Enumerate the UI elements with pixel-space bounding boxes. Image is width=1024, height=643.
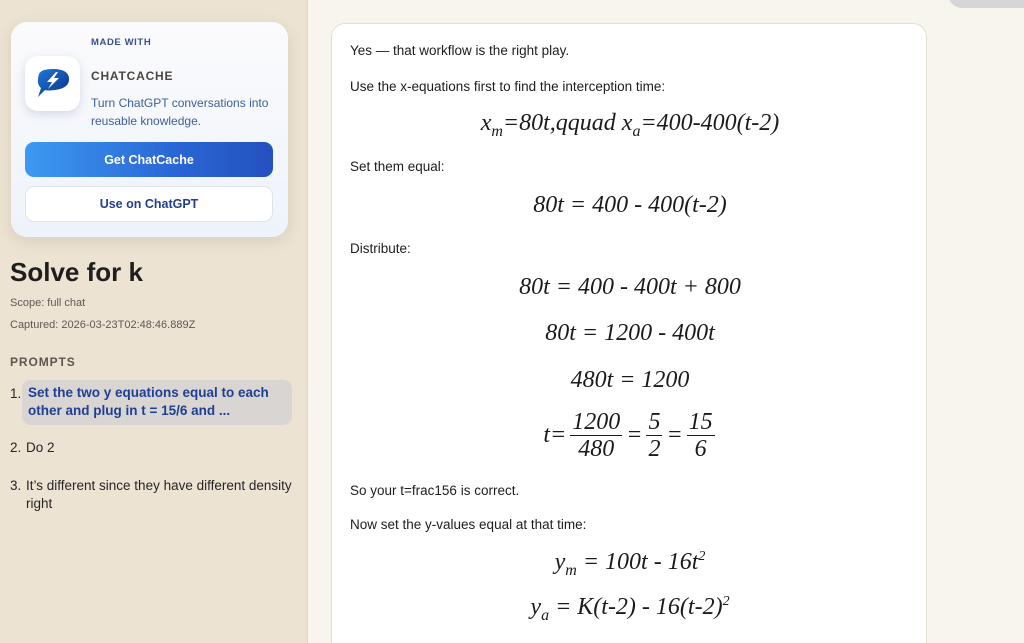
get-chatcache-button[interactable]: Get ChatCache xyxy=(25,142,273,177)
use-on-chatgpt-button[interactable]: Use on ChatGPT xyxy=(25,186,273,222)
prompts-heading: PROMPTS xyxy=(10,355,76,369)
equation-set-equal: 80t = 400 - 400(t-2) xyxy=(533,192,727,218)
scope-text: Scope: full chat xyxy=(10,297,86,309)
prompt-number: 2. xyxy=(10,440,22,455)
prompt-item-3[interactable] xyxy=(10,477,292,513)
captured-timestamp: Captured: 2026-03-23T02:48:46.889Z xyxy=(10,319,196,331)
prompt-number: 3. xyxy=(10,478,22,493)
equation-y-a: $y_a = K(t-2) - 16(t-2)^2$ xyxy=(530,594,730,624)
message-paragraph: Yes — that workflow is the right play. xyxy=(350,43,570,58)
prompt-text[interactable]: Set the two y equations equal to each other and plug in t = 15/6 and ... xyxy=(22,380,292,425)
message-paragraph: Distribute: xyxy=(350,241,411,256)
message-paragraph: Use the x-equations first to find the interception time: xyxy=(350,79,666,94)
equation-solve-t: t= $\frac{1200}{480}$ = $\frac{5}{2}$ = $\frac{15}{6}$ xyxy=(543,409,713,462)
assistant-message-card xyxy=(331,23,927,643)
message-paragraph: So your t=frac156 is correct. xyxy=(350,483,520,498)
lightning-chat-bubble-icon xyxy=(25,56,80,111)
equation-y-m: $y_m = 100t - 16t^2$ xyxy=(554,549,706,579)
chat-title: Solve for k xyxy=(10,257,143,287)
message-paragraph: Now set the y-values equal at that time: xyxy=(350,517,587,532)
sidebar xyxy=(0,0,308,643)
app-name: CHATCACHE xyxy=(91,69,174,83)
top-right-control[interactable] xyxy=(948,0,1024,8)
prompt-number: 1. xyxy=(10,386,22,401)
prompt-item-1[interactable] xyxy=(10,380,292,425)
prompt-text[interactable]: Do 2 xyxy=(26,440,55,455)
equation-distribute: 80t = 400 - 400t + 800 xyxy=(519,274,741,300)
chatcache-promo-card xyxy=(11,22,288,237)
equation-simplify: 480t = 1200 xyxy=(570,367,690,393)
app-tagline: Turn ChatGPT conversations into reusable knowledge. xyxy=(91,96,269,128)
made-with-label: MADE WITH xyxy=(91,37,152,48)
message-paragraph: Set them equal: xyxy=(350,159,445,174)
prompt-item-2[interactable] xyxy=(10,439,292,457)
equation-combine: 80t = 1200 - 400t xyxy=(545,320,715,346)
prompt-text[interactable]: It’s different since they have different density right xyxy=(26,478,292,511)
equation-x-positions: $x_m=80t,qquad$ $x_a=400-400(t-2)$ xyxy=(480,110,780,140)
